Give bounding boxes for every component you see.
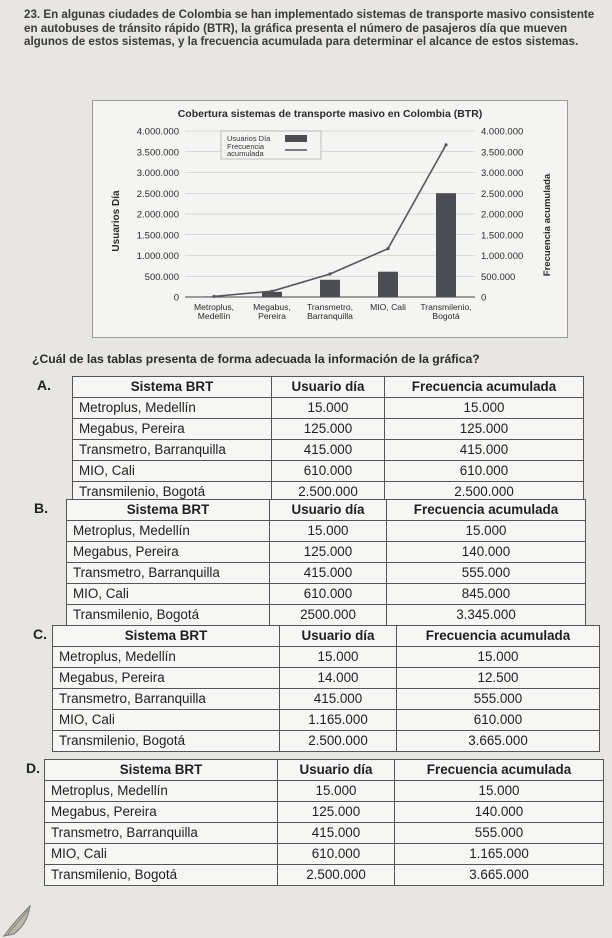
- line-point: [444, 143, 447, 146]
- cell-sistema: MIO, Cali: [53, 710, 280, 731]
- y-axis-label-left: Usuarios Día: [111, 190, 122, 252]
- cell-sistema: Transmilenio, Bogotá: [45, 865, 278, 886]
- option-table-d[interactable]: [44, 759, 604, 886]
- table-row: [73, 419, 584, 440]
- y-tick-label-right: 2.500.000: [481, 188, 524, 200]
- legend-label-line-1: Frecuencia: [227, 142, 265, 151]
- x-tick-label: Transmetro,: [306, 302, 354, 312]
- y-tick-label-left: 2.500.000: [136, 188, 179, 200]
- y-tick-label-left: 500.000: [144, 271, 179, 283]
- table-row: [67, 521, 586, 542]
- option-table-a[interactable]: [72, 376, 584, 503]
- y-tick-label-left: 3.500.000: [136, 147, 179, 159]
- cell-sistema: Metroplus, Medellín: [73, 398, 272, 419]
- cell-frecuencia: 125.000: [385, 419, 584, 440]
- cell-usuario-dia: 14.000: [280, 668, 397, 689]
- cell-frecuencia: 140.000: [387, 542, 586, 563]
- cell-frecuencia: 3.345.000: [387, 605, 586, 626]
- cell-usuario-dia: 125.000: [270, 542, 387, 563]
- table-row: [53, 668, 600, 689]
- line-point: [386, 247, 389, 250]
- cell-usuario-dia: 2500.000: [270, 605, 387, 626]
- table-row: [53, 689, 600, 710]
- cell-usuario-dia: 2.500.000: [280, 731, 397, 752]
- legend-swatch-bar: [285, 135, 307, 142]
- x-tick-label: Pereira: [258, 311, 286, 321]
- header-sistema-brt: Sistema BRT: [45, 760, 278, 781]
- cell-frecuencia: 555.000: [397, 689, 600, 710]
- cell-usuario-dia: 415.000: [270, 563, 387, 584]
- option-letter-b[interactable]: B.: [34, 500, 48, 516]
- cell-sistema: Transmetro, Barranquilla: [67, 563, 270, 584]
- y-tick-label-left: 1.000.000: [136, 251, 179, 262]
- x-tick-label: Transmilenio,: [420, 302, 472, 312]
- table-header-row: [53, 626, 600, 647]
- cell-usuario-dia: 415.000: [280, 689, 397, 710]
- question-prompt: ¿Cuál de las tablas presenta de forma adecuada la información de la gráfica?: [32, 352, 480, 366]
- header-sistema-brt: Sistema BRT: [73, 377, 272, 398]
- y-tick-label-right: 4.000.000: [481, 126, 524, 138]
- line-point: [212, 295, 215, 298]
- cell-frecuencia: 140.000: [395, 802, 604, 823]
- chart-container: [92, 100, 568, 338]
- table-row: [67, 542, 586, 563]
- cell-sistema: Metroplus, Medellín: [67, 521, 270, 542]
- y-tick-label-left: 4.000.000: [136, 126, 179, 138]
- cell-usuario-dia: 15.000: [272, 398, 385, 419]
- cell-usuario-dia: 2.500.000: [278, 865, 395, 886]
- x-tick-label: Bogotá: [432, 311, 460, 321]
- y-tick-label-right: 1.500.000: [481, 230, 524, 242]
- x-tick-label: Megabus,: [253, 302, 291, 312]
- header-usuario-dia: Usuario día: [272, 377, 385, 398]
- x-tick-label: MIO, Cali: [370, 302, 406, 312]
- header-sistema-brt: Sistema BRT: [53, 626, 280, 647]
- cell-sistema: Transmilenio, Bogotá: [53, 731, 280, 752]
- cell-frecuencia: 15.000: [397, 647, 600, 668]
- bar-usuarios-dia: [320, 280, 340, 297]
- table-row: [45, 802, 604, 823]
- y-axis-label-right: Frecuencia acumulada: [542, 173, 553, 277]
- cell-frecuencia: 3.665.000: [395, 865, 604, 886]
- cell-sistema: Transmetro, Barranquilla: [45, 823, 278, 844]
- cell-usuario-dia: 15.000: [280, 647, 397, 668]
- cell-sistema: Transmetro, Barranquilla: [53, 689, 280, 710]
- y-tick-label-right: 2.000.000: [481, 209, 524, 221]
- question-body: En algunas ciudades de Colombia se han implementado sistemas de transporte masivo consistente en autobuses de tránsito rápido (BTR), la gráfica presenta el número de pasajeros día que mueven algunos de estos sistemas, y la frecuencia acumulada para determinar el alcance de estos sistemas.: [24, 8, 595, 49]
- table-row: [73, 440, 584, 461]
- chart-title: Cobertura sistemas de transporte masivo en Colombia (BTR): [177, 108, 483, 120]
- option-table-c[interactable]: [52, 625, 600, 752]
- cell-sistema: Metroplus, Medellín: [45, 781, 278, 802]
- cell-sistema: Transmilenio, Bogotá: [73, 482, 272, 503]
- cell-usuario-dia: 2.500.000: [272, 482, 385, 503]
- header-usuario-dia: Usuario día: [270, 500, 387, 521]
- cell-usuario-dia: 125.000: [278, 802, 395, 823]
- legend-label-bar: Usuarios Día: [227, 134, 271, 143]
- cell-sistema: Megabus, Pereira: [67, 542, 270, 563]
- cell-sistema: Megabus, Pereira: [73, 419, 272, 440]
- option-table-b[interactable]: [66, 499, 586, 626]
- line-point: [328, 272, 331, 275]
- cell-usuario-dia: 415.000: [272, 440, 385, 461]
- cell-usuario-dia: 15.000: [278, 781, 395, 802]
- cell-sistema: MIO, Cali: [67, 584, 270, 605]
- table-header-row: [73, 377, 584, 398]
- header-frecuencia-acumulada: Frecuencia acumulada: [385, 377, 584, 398]
- cell-sistema: Transmilenio, Bogotá: [67, 605, 270, 626]
- option-letter-c[interactable]: C.: [33, 626, 47, 642]
- option-letter-a[interactable]: A.: [37, 377, 51, 393]
- y-tick-label-right: 500.000: [481, 271, 516, 283]
- y-tick-label-right: 1.000.000: [481, 251, 524, 262]
- cell-frecuencia: 845.000: [387, 584, 586, 605]
- legend-label-line-2: acumulada: [227, 149, 264, 158]
- cell-sistema: Megabus, Pereira: [53, 668, 280, 689]
- cell-sistema: Transmetro, Barranquilla: [73, 440, 272, 461]
- cell-frecuencia: 610.000: [385, 461, 584, 482]
- table-header-row: [45, 760, 604, 781]
- table-row: [45, 823, 604, 844]
- y-tick-label-right: 3.000.000: [481, 168, 524, 179]
- y-tick-label-left: 3.000.000: [136, 168, 179, 179]
- header-frecuencia-acumulada: Frecuencia acumulada: [395, 760, 604, 781]
- cell-usuario-dia: 15.000: [270, 521, 387, 542]
- bar-usuarios-dia: [378, 272, 398, 297]
- cell-frecuencia: 15.000: [385, 398, 584, 419]
- table-row: [67, 584, 586, 605]
- y-tick-label-right: 0: [481, 292, 487, 304]
- cell-frecuencia: 12.500: [397, 668, 600, 689]
- table-row: [73, 398, 584, 419]
- question-text: [24, 8, 604, 49]
- cell-frecuencia: 15.000: [395, 781, 604, 802]
- header-frecuencia-acumulada: Frecuencia acumulada: [387, 500, 586, 521]
- cell-sistema: Metroplus, Medellín: [53, 647, 280, 668]
- bar-usuarios-dia: [436, 193, 456, 297]
- cell-frecuencia: 555.000: [387, 563, 586, 584]
- cell-frecuencia: 15.000: [387, 521, 586, 542]
- cell-usuario-dia: 610.000: [270, 584, 387, 605]
- cell-usuario-dia: 1.165.000: [280, 710, 397, 731]
- leaf-doodle-icon: [0, 898, 50, 938]
- x-tick-label: Medellín: [197, 311, 231, 321]
- y-tick-label-left: 1.500.000: [136, 230, 179, 242]
- y-tick-label-left: 2.000.000: [136, 209, 179, 221]
- cell-frecuencia: 2.500.000: [385, 482, 584, 503]
- header-usuario-dia: Usuario día: [280, 626, 397, 647]
- line-point: [270, 290, 273, 293]
- cell-sistema: MIO, Cali: [73, 461, 272, 482]
- table-row: [45, 865, 604, 886]
- x-tick-label: Metroplus,: [193, 302, 235, 312]
- x-tick-label: Barranquilla: [307, 311, 353, 321]
- chart-svg: [93, 101, 567, 337]
- header-usuario-dia: Usuario día: [278, 760, 395, 781]
- cell-frecuencia: 610.000: [397, 710, 600, 731]
- cell-frecuencia: 555.000: [395, 823, 604, 844]
- cell-frecuencia: 1.165.000: [395, 844, 604, 865]
- header-frecuencia-acumulada: Frecuencia acumulada: [397, 626, 600, 647]
- cell-usuario-dia: 415.000: [278, 823, 395, 844]
- table-row: [73, 461, 584, 482]
- cell-usuario-dia: 125.000: [272, 419, 385, 440]
- cell-usuario-dia: 610.000: [278, 844, 395, 865]
- table-row: [67, 605, 586, 626]
- chart-legend: [221, 131, 321, 159]
- cell-sistema: Megabus, Pereira: [45, 802, 278, 823]
- cell-usuario-dia: 610.000: [272, 461, 385, 482]
- cell-frecuencia: 415.000: [385, 440, 584, 461]
- table-row: [53, 731, 600, 752]
- question-number: 23.: [24, 8, 41, 21]
- cell-sistema: MIO, Cali: [45, 844, 278, 865]
- table-header-row: [67, 500, 586, 521]
- option-letter-d[interactable]: D.: [26, 760, 40, 776]
- cell-frecuencia: 3.665.000: [397, 731, 600, 752]
- y-tick-label-right: 3.500.000: [481, 147, 524, 159]
- header-sistema-brt: Sistema BRT: [67, 500, 270, 521]
- table-row: [53, 647, 600, 668]
- y-tick-label-left: 0: [173, 292, 179, 304]
- table-row: [45, 844, 604, 865]
- table-row: [53, 710, 600, 731]
- table-row: [67, 563, 586, 584]
- table-row: [45, 781, 604, 802]
